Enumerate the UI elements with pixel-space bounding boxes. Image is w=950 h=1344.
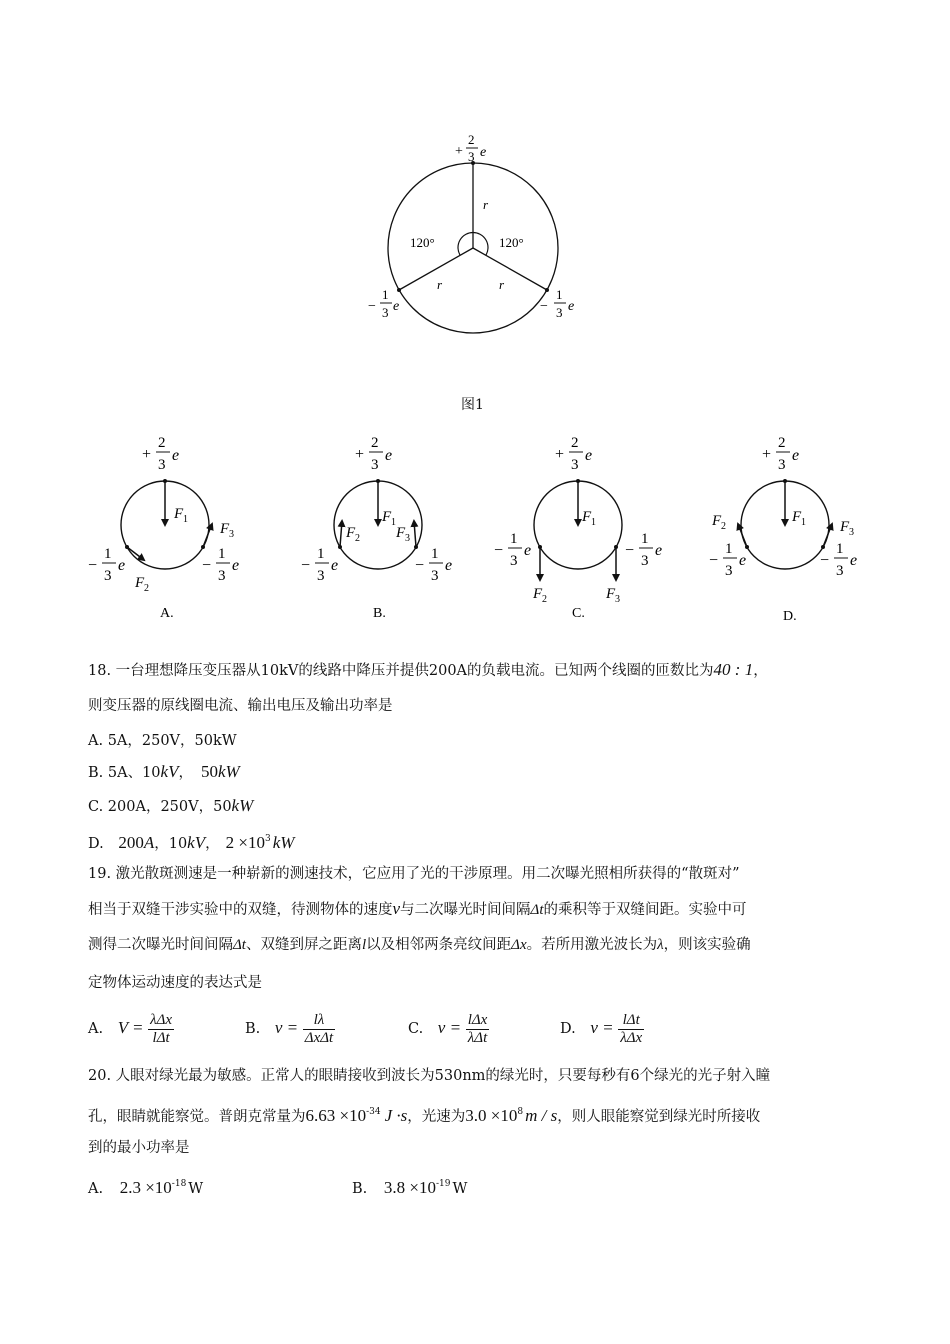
fig1-charge-left-dot [397,288,401,292]
svg-text:F: F [220,521,230,537]
svg-text:1: 1 [836,541,844,557]
fig1-top-unit: e [480,145,487,160]
q20-line1: 20. 人眼对绿光最为敏感。正常人的眼睛接收到波长为530nm的绿光时，只要每秒有6个绿光的光子射入瞳 [88,1068,771,1084]
fig1-charge-right-dot [545,288,549,292]
svg-text:F: F [712,513,722,529]
svg-text:1: 1 [183,514,188,525]
svg-text:−: − [202,557,212,574]
option-c-figure [494,435,662,605]
fig1-top-sign: + [455,144,463,159]
svg-text:F: F [606,586,616,602]
svg-text:1: 1 [591,517,596,528]
q18-ratio: 40 : 1 [713,660,754,679]
svg-text:−: − [494,542,504,559]
option-a-label: A. [160,606,174,621]
fig1-top-num: 2 [468,132,475,147]
svg-text:+: + [142,446,152,463]
svg-text:F: F [533,586,543,602]
q18-line2: 则变压器的原线圈电流、输出电压及输出功率是 [88,698,393,714]
svg-text:F: F [792,509,802,525]
option-b-label: B. [373,606,386,621]
svg-text:F: F [174,506,184,522]
svg-text:F: F [382,509,392,525]
svg-text:−: − [820,552,830,569]
svg-text:3: 3 [836,563,844,579]
svg-text:3: 3 [510,553,518,569]
svg-text:2: 2 [144,583,149,594]
svg-text:1: 1 [725,541,733,557]
fig1-r-top: r [483,197,489,212]
q18-option-a[interactable]: A. 5A，250V，50kW [88,733,237,749]
fig1-r-left: r [437,277,443,292]
fig1-top-den: 3 [468,149,475,164]
svg-text:2: 2 [721,521,726,532]
q19-option-a[interactable]: A. V = $\frac{\text{λΔx}}{\text{lΔt}}$ [88,1011,173,1046]
svg-text:3: 3 [641,553,649,569]
svg-text:3: 3 [371,457,379,473]
fig1-right-den: 3 [556,305,563,320]
svg-text:3: 3 [317,568,325,584]
fig1-right-num: 1 [556,287,563,302]
q18-option-b[interactable]: B. 5A、10kV， 50kW [88,762,240,781]
svg-text:e: e [739,552,747,569]
svg-text:e: e [118,557,126,574]
option-d-label: D. [783,609,797,624]
q18-line1 [88,660,768,681]
svg-text:2: 2 [158,435,166,451]
svg-text:3: 3 [158,457,166,473]
svg-text:3: 3 [405,533,410,544]
svg-text:F: F [840,519,850,535]
svg-text:F: F [582,509,592,525]
q19-line4: 定物体运动速度的表达式是 [88,975,262,991]
svg-text:+: + [355,446,365,463]
svg-text:2: 2 [355,533,360,544]
svg-text:e: e [850,552,858,569]
svg-text:−: − [709,552,719,569]
q20-line2: 孔，眼睛就能察觉。普朗克常量为$6.63 \times 10^{-34}$ J ·s，光速为$3.0 \times 10^8$ m / s，则人眼能察觉到绿光时所接收 [88,1106,761,1125]
svg-text:3: 3 [725,563,733,579]
q19-option-b[interactable]: B. v = $\frac{l\lambda}{\text{ΔxΔt}}$ [245,1011,334,1046]
fig1-right-unit: e [568,299,575,314]
svg-text:+: + [762,446,772,463]
q18-option-d[interactable]: D. 200A，10kV， $2 \times 10^3$ kW [88,833,295,852]
svg-text:e: e [585,447,593,464]
q18-option-c[interactable]: C. 200A，250V，50kW [88,796,254,815]
svg-text:−: − [301,557,311,574]
fig1-left-num: 1 [382,287,389,302]
svg-text:3: 3 [431,568,439,584]
q19-option-c[interactable]: C. v = $\frac{\text{lΔx}}{\text{λΔt}}$ [408,1011,488,1046]
svg-text:1: 1 [431,546,439,562]
svg-text:−: − [415,557,425,574]
svg-text:3: 3 [778,457,786,473]
svg-text:2: 2 [371,435,379,451]
q20-option-b[interactable]: B. $3.8 \times 10^{-19}$ W [352,1178,468,1197]
q20-option-a[interactable]: A. $2.3 \times 10^{-18}$ W [88,1178,204,1197]
svg-text:e: e [385,447,393,464]
svg-text:1: 1 [801,517,806,528]
q19-line3: 测得二次曝光时间间隔Δt、双缝到屏之距离l以及相邻两条亮纹间距Δx。若所用激光波长为λ，则该实验确 [88,937,751,953]
fig1-left-den: 3 [382,305,389,320]
q18-stem: 18. 一台理想降压变压器从10kV的线路中降压并提供200A的负载电流。已知两个线圈的匝数比为 [88,663,714,679]
q19-line1: 19. 激光散斑测速是一种崭新的测速技术，它应用了光的干涉原理。用二次曝光照相所获得的“散斑对” [88,866,740,882]
svg-text:2: 2 [778,435,786,451]
svg-text:F: F [346,525,356,541]
q19-option-d[interactable]: D. v = $\frac{\text{lΔt}}{\text{λΔx}}$ [560,1011,643,1046]
svg-text:2: 2 [542,594,547,605]
fig1-radius-right [473,248,547,290]
option-figures [80,425,880,630]
svg-text:e: e [655,542,663,559]
svg-text:3: 3 [571,457,579,473]
fig1-left-sign: − [368,299,376,314]
svg-text:−: − [88,557,98,574]
svg-text:e: e [232,557,240,574]
svg-text:3: 3 [849,527,854,538]
svg-text:1: 1 [317,546,325,562]
svg-text:F: F [135,575,145,591]
option-d-figure [709,435,857,579]
q20-line3: 到的最小功率是 [88,1140,190,1156]
figure-1 [360,130,600,370]
svg-text:+: + [555,446,565,463]
svg-text:−: − [625,542,635,559]
svg-text:3: 3 [104,568,112,584]
fig1-left-unit: e [393,299,400,314]
svg-text:1: 1 [510,531,518,547]
fig1-r-right: r [499,277,505,292]
svg-text:3: 3 [218,568,226,584]
svg-text:e: e [331,557,339,574]
svg-text:e: e [524,542,532,559]
q18-comma: ， [753,663,768,679]
figure-1-caption: 图1 [461,397,484,413]
svg-text:1: 1 [218,546,226,562]
svg-text:1: 1 [391,517,396,528]
fig1-angle-right: 120° [499,235,524,250]
option-a-figure [88,435,239,594]
option-c-label: C. [572,606,585,621]
svg-text:e: e [445,557,453,574]
svg-text:2: 2 [571,435,579,451]
svg-text:3: 3 [615,594,620,605]
fig1-angle-left: 120° [410,235,435,250]
svg-text:1: 1 [104,546,112,562]
fig1-radius-left [399,248,473,290]
svg-text:3: 3 [229,529,234,540]
svg-text:1: 1 [641,531,649,547]
q19-line2: 相当于双缝干涉实验中的双缝，待测物体的速度v与二次曝光时间间隔Δt的乘积等于双缝间距。实验中可 [88,899,747,918]
svg-text:F: F [396,525,406,541]
option-b-figure [301,435,452,584]
fig1-right-sign: − [540,299,548,314]
svg-text:e: e [792,447,800,464]
svg-text:e: e [172,447,180,464]
